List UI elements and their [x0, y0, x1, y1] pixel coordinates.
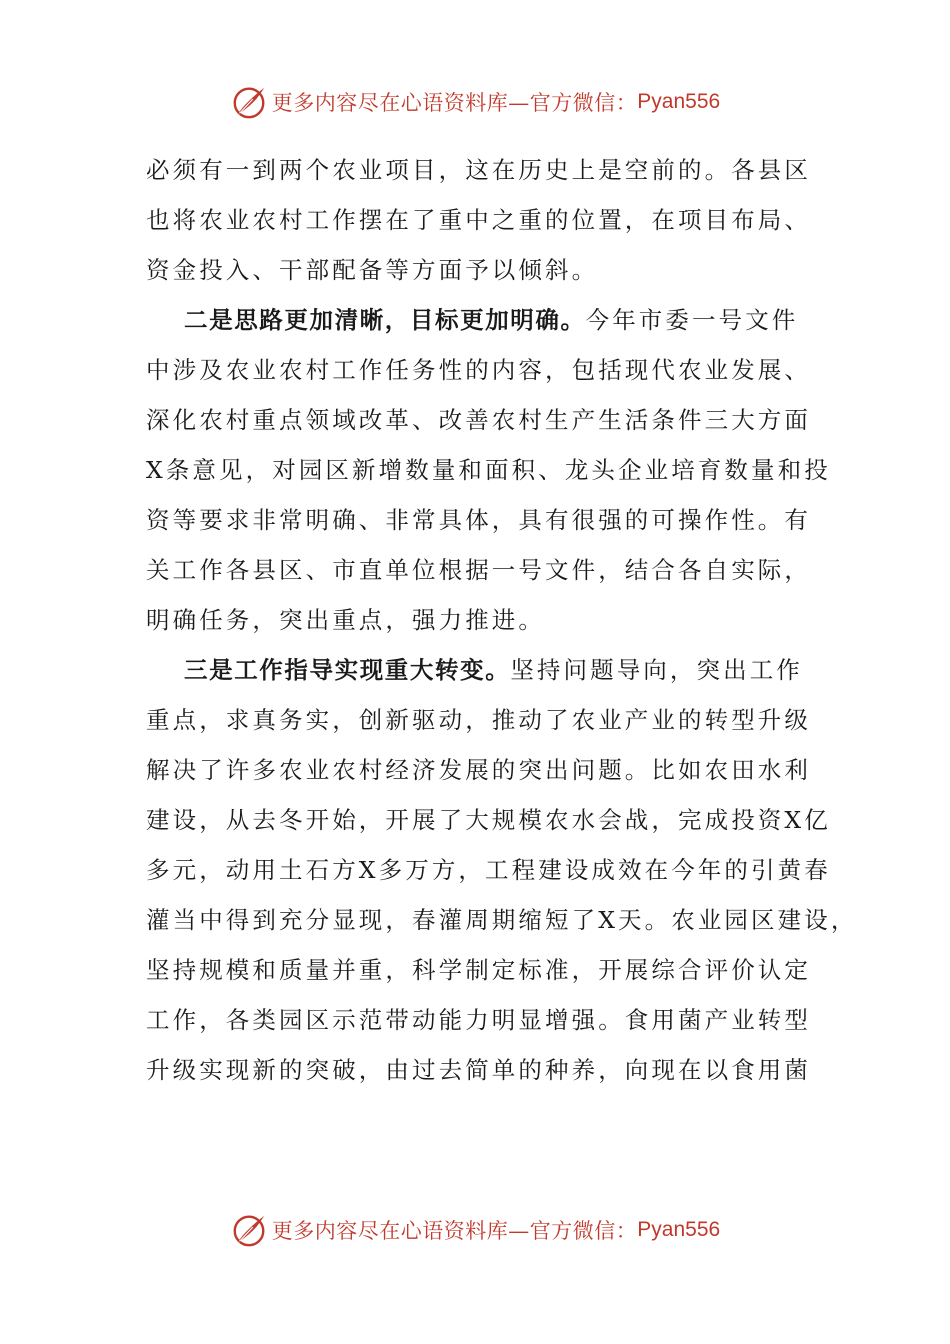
text-line: 升级实现新的突破，由过去简单的种养，向现在以食用菌 [146, 1056, 811, 1084]
header-banner-code: Pyan556 [637, 90, 721, 113]
paragraph-2-first-line [146, 295, 826, 345]
document-body [146, 145, 858, 1095]
text-line: 解决了许多农业农村经济发展的突出问题。比如农田水利 [146, 756, 811, 784]
text-line: 中涉及农业农村工作任务性的内容，包括现代农业发展、 [146, 356, 811, 384]
text-line: 必须有一到两个农业项目，这在历史上是空前的。各县区 [146, 156, 811, 184]
text-line: 多元，动用土石方X多万方，工程建设成效在今年的引黄春 [146, 856, 831, 884]
text-line: 也将农业农村工作摆在了重中之重的位置，在项目布局、 [146, 206, 811, 234]
header-banner-text: 更多内容尽在心语资料库—官方微信： [271, 91, 638, 115]
text-line-rest: 坚持问题导向，突出工作 [510, 656, 803, 684]
footer-banner [0, 1208, 950, 1252]
text-line: 资金投入、干部配备等方面予以倾斜。 [146, 256, 599, 284]
text-line: 关工作各县区、市直单位根据一号文件，结合各自实际， [146, 556, 811, 584]
footer-banner-code: Pyan556 [637, 1218, 721, 1241]
text-line: 深化农村重点领域改革、改善农村生产生活条件三大方面 [146, 406, 811, 434]
paragraph-3-first-line [146, 645, 826, 695]
text-line: 建设，从去冬开始，开展了大规模农水会战，完成投资X亿 [146, 806, 831, 834]
text-line: 重点，求真务实，创新驱动，推动了农业产业的转型升级 [146, 706, 811, 734]
quill-logo-icon [230, 83, 268, 121]
text-line-rest: 今年市委一号文件 [585, 306, 799, 334]
text-line: 灌当中得到充分显现，春灌周期缩短了X天。农业园区建设， [146, 906, 858, 934]
text-line: 明确任务，突出重点，强力推进。 [146, 606, 545, 634]
paragraph-heading: 三是工作指导实现重大转变。 [184, 656, 511, 684]
paragraph-heading: 二是思路更加清晰，目标更加明确。 [184, 306, 586, 334]
text-line: 坚持规模和质量并重，科学制定标准，开展综合评价认定 [146, 956, 811, 984]
quill-logo-icon [230, 1211, 268, 1249]
text-line: 资等要求非常明确、非常具体，具有很强的可操作性。有 [146, 506, 811, 534]
text-line: 工作，各类园区示范带动能力明显增强。食用菌产业转型 [146, 1006, 811, 1034]
text-line: X条意见，对园区新增数量和面积、龙头企业培育数量和投 [146, 456, 831, 484]
footer-banner-text: 更多内容尽在心语资料库—官方微信： [271, 1219, 638, 1243]
header-banner [0, 80, 950, 124]
